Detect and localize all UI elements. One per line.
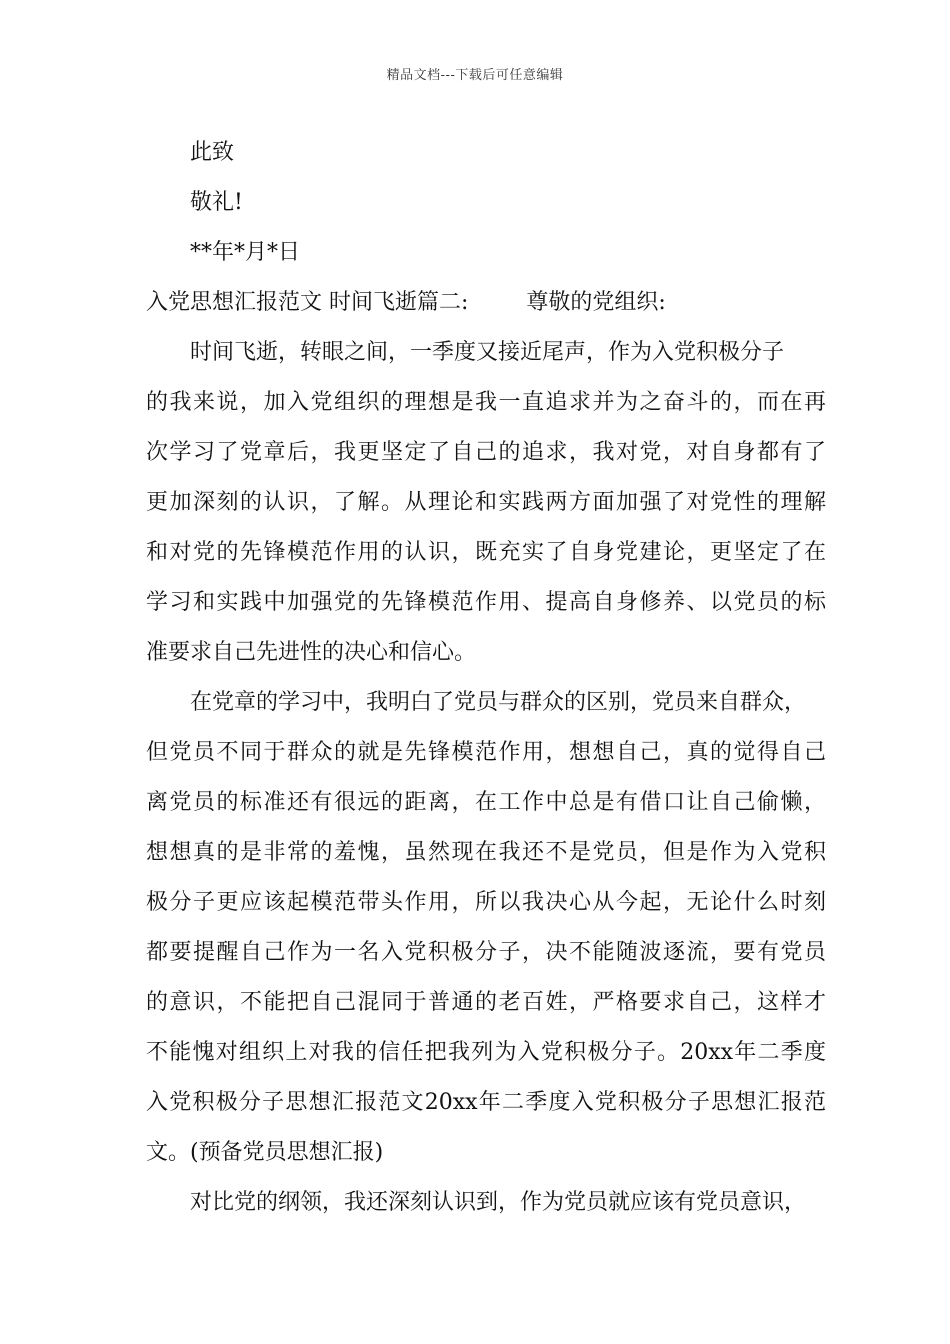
paragraph-line: 的意识，不能把自己混同于普通的老百姓，严格要求自己，这样才 xyxy=(146,990,826,1015)
paragraph-line: 入党积极分子思想汇报范文20xx年二季度入党积极分子思想汇报范 xyxy=(146,1090,826,1115)
section-heading xyxy=(146,278,826,328)
paragraph-line: 想想真的是非常的羞愧，虽然现在我还不是党员，但是作为入党积 xyxy=(146,840,826,865)
paragraph-line: 的我来说，加入党组织的理想是我一直追求并为之奋斗的，而在再 xyxy=(146,390,826,415)
closing-date: **年*月*日 xyxy=(190,240,301,265)
paragraph-2 xyxy=(146,678,826,1178)
section-title: 入党思想汇报范文 时间飞逝篇二: xyxy=(146,290,469,315)
paragraph-3 xyxy=(146,1178,826,1228)
paragraph-line: 在党章的学习中，我明白了党员与群众的区别，党员来自群众， xyxy=(190,690,807,715)
section-greeting: 尊敬的党组织: xyxy=(526,290,666,315)
paragraph-line: 更加深刻的认识，了解。从理论和实践两方面加强了对党性的理解 xyxy=(146,490,826,515)
paragraph-line: 准要求自己先进性的决心和信心。 xyxy=(146,640,477,665)
paragraph-line: 文。(预备党员思想汇报) xyxy=(146,1140,384,1165)
paragraph-line: 不能愧对组织上对我的信任把我列为入党积极分子。20xx年二季度 xyxy=(146,1040,826,1065)
paragraph-line: 但党员不同于群众的就是先锋模范作用，想想自己，真的觉得自己 xyxy=(146,740,826,765)
paragraph-line: 和对党的先锋模范作用的认识，既充实了自身党建论，更坚定了在 xyxy=(146,540,826,565)
paragraph-line: 次学习了党章后，我更坚定了自己的追求，我对党，对自身都有了 xyxy=(146,440,826,465)
paragraph-line: 极分子更应该起模范带头作用，所以我决心从今起，无论什么时刻 xyxy=(146,890,826,915)
paragraph-line: 时间飞逝，转眼之间，一季度又接近尾声，作为入党积极分子 xyxy=(190,340,785,365)
closing-salutation-1: 此致 xyxy=(190,140,235,165)
paragraph-line: 离党员的标准还有很远的距离，在工作中总是有借口让自己偷懒， xyxy=(146,790,826,815)
paragraph-line: 学习和实践中加强党的先锋模范作用、提高自身修养、以党员的标 xyxy=(146,590,826,615)
page-header: 精品文档---下载后可任意编辑 xyxy=(386,68,564,83)
paragraph-line: 都要提醒自己作为一名入党积极分子，决不能随波逐流，要有党员 xyxy=(146,940,826,965)
closing-salutation-2: 敬礼! xyxy=(190,190,243,215)
paragraph-1 xyxy=(146,328,826,678)
document-body xyxy=(146,128,826,1228)
paragraph-line: 对比党的纲领，我还深刻认识到，作为党员就应该有党员意识， xyxy=(190,1190,807,1215)
